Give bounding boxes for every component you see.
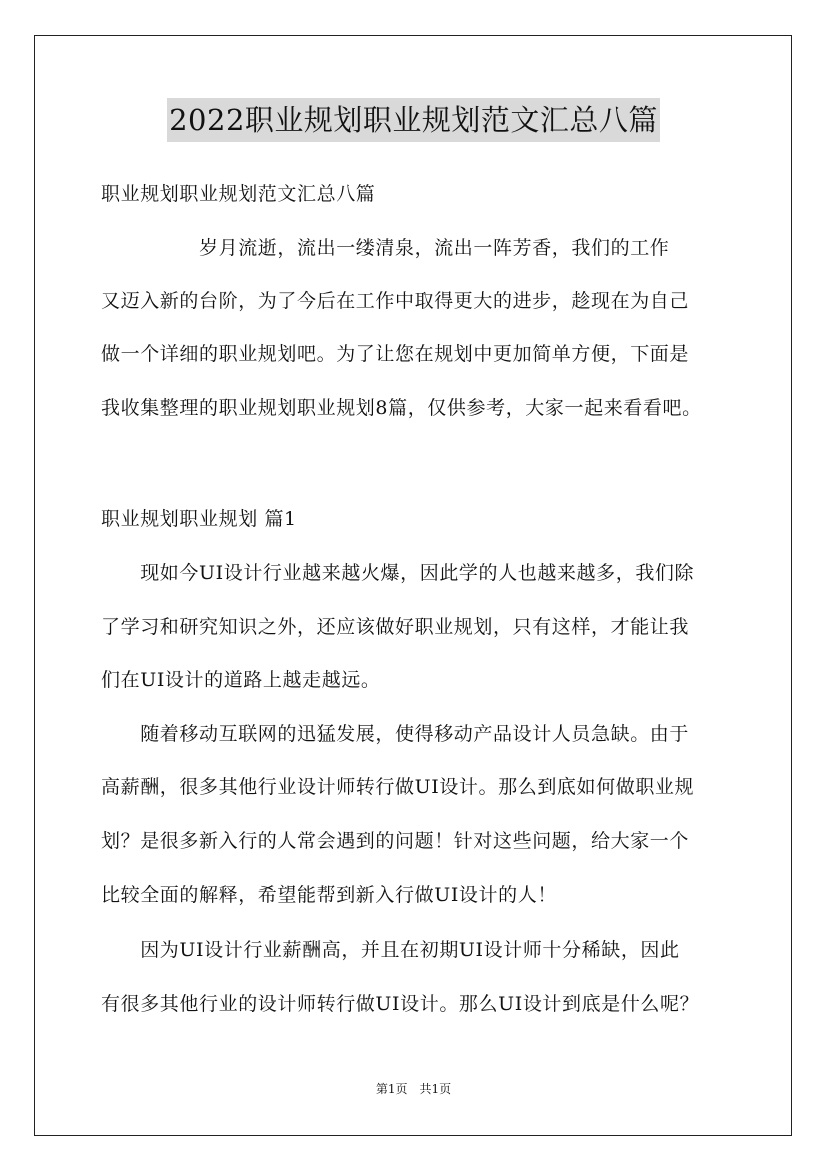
- paragraph-line: 有很多其他行业的设计师转行做UI设计。那么UI设计到底是什么呢？: [101, 993, 700, 1015]
- paragraph-line: 划？是很多新入行的人常会遇到的问题！针对这些问题，给大家一个: [101, 830, 690, 852]
- paragraph-line: 了学习和研究知识之外，还应该做好职业规划，只有这样，才能让我: [101, 616, 690, 638]
- paragraph-line: 随着移动互联网的迅猛发展，使得移动产品设计人员急缺。由于: [101, 723, 690, 745]
- paragraph-line: 现如今UI设计行业越来越火爆，因此学的人也越来越多，我们除: [101, 562, 695, 584]
- paragraph-line: 高薪酬，很多其他行业设计师转行做UI设计。那么到底如何做职业规: [101, 776, 695, 798]
- title-container: [0, 98, 827, 142]
- subtitle-line: 职业规划职业规划范文汇总八篇: [101, 183, 376, 205]
- paragraph-line: 岁月流逝，流出一缕清泉，流出一阵芳香，我们的工作: [101, 237, 670, 259]
- paragraph-line: 又迈入新的台阶，为了今后在工作中取得更大的进步，趁现在为自己: [101, 290, 690, 312]
- paragraph-line: 我收集整理的职业规划职业规划8篇，仅供参考，大家一起来看看吧。: [101, 397, 702, 419]
- paragraph-line: 比较全面的解释，希望能帮到新入行做UI设计的人！: [101, 884, 557, 906]
- document-title: 2022职业规划职业规划范文汇总八篇: [167, 98, 660, 142]
- section-heading: 职业规划职业规划 篇1: [101, 508, 297, 530]
- paragraph-line: 们在UI设计的道路上越走越远。: [101, 669, 381, 691]
- page-footer: 第1页 共1页: [375, 1082, 452, 1096]
- paragraph-line: 因为UI设计行业薪酬高，并且在初期UI设计师十分稀缺，因此: [101, 939, 680, 961]
- paragraph-line: 做一个详细的职业规划吧。为了让您在规划中更加简单方便，下面是: [101, 343, 690, 365]
